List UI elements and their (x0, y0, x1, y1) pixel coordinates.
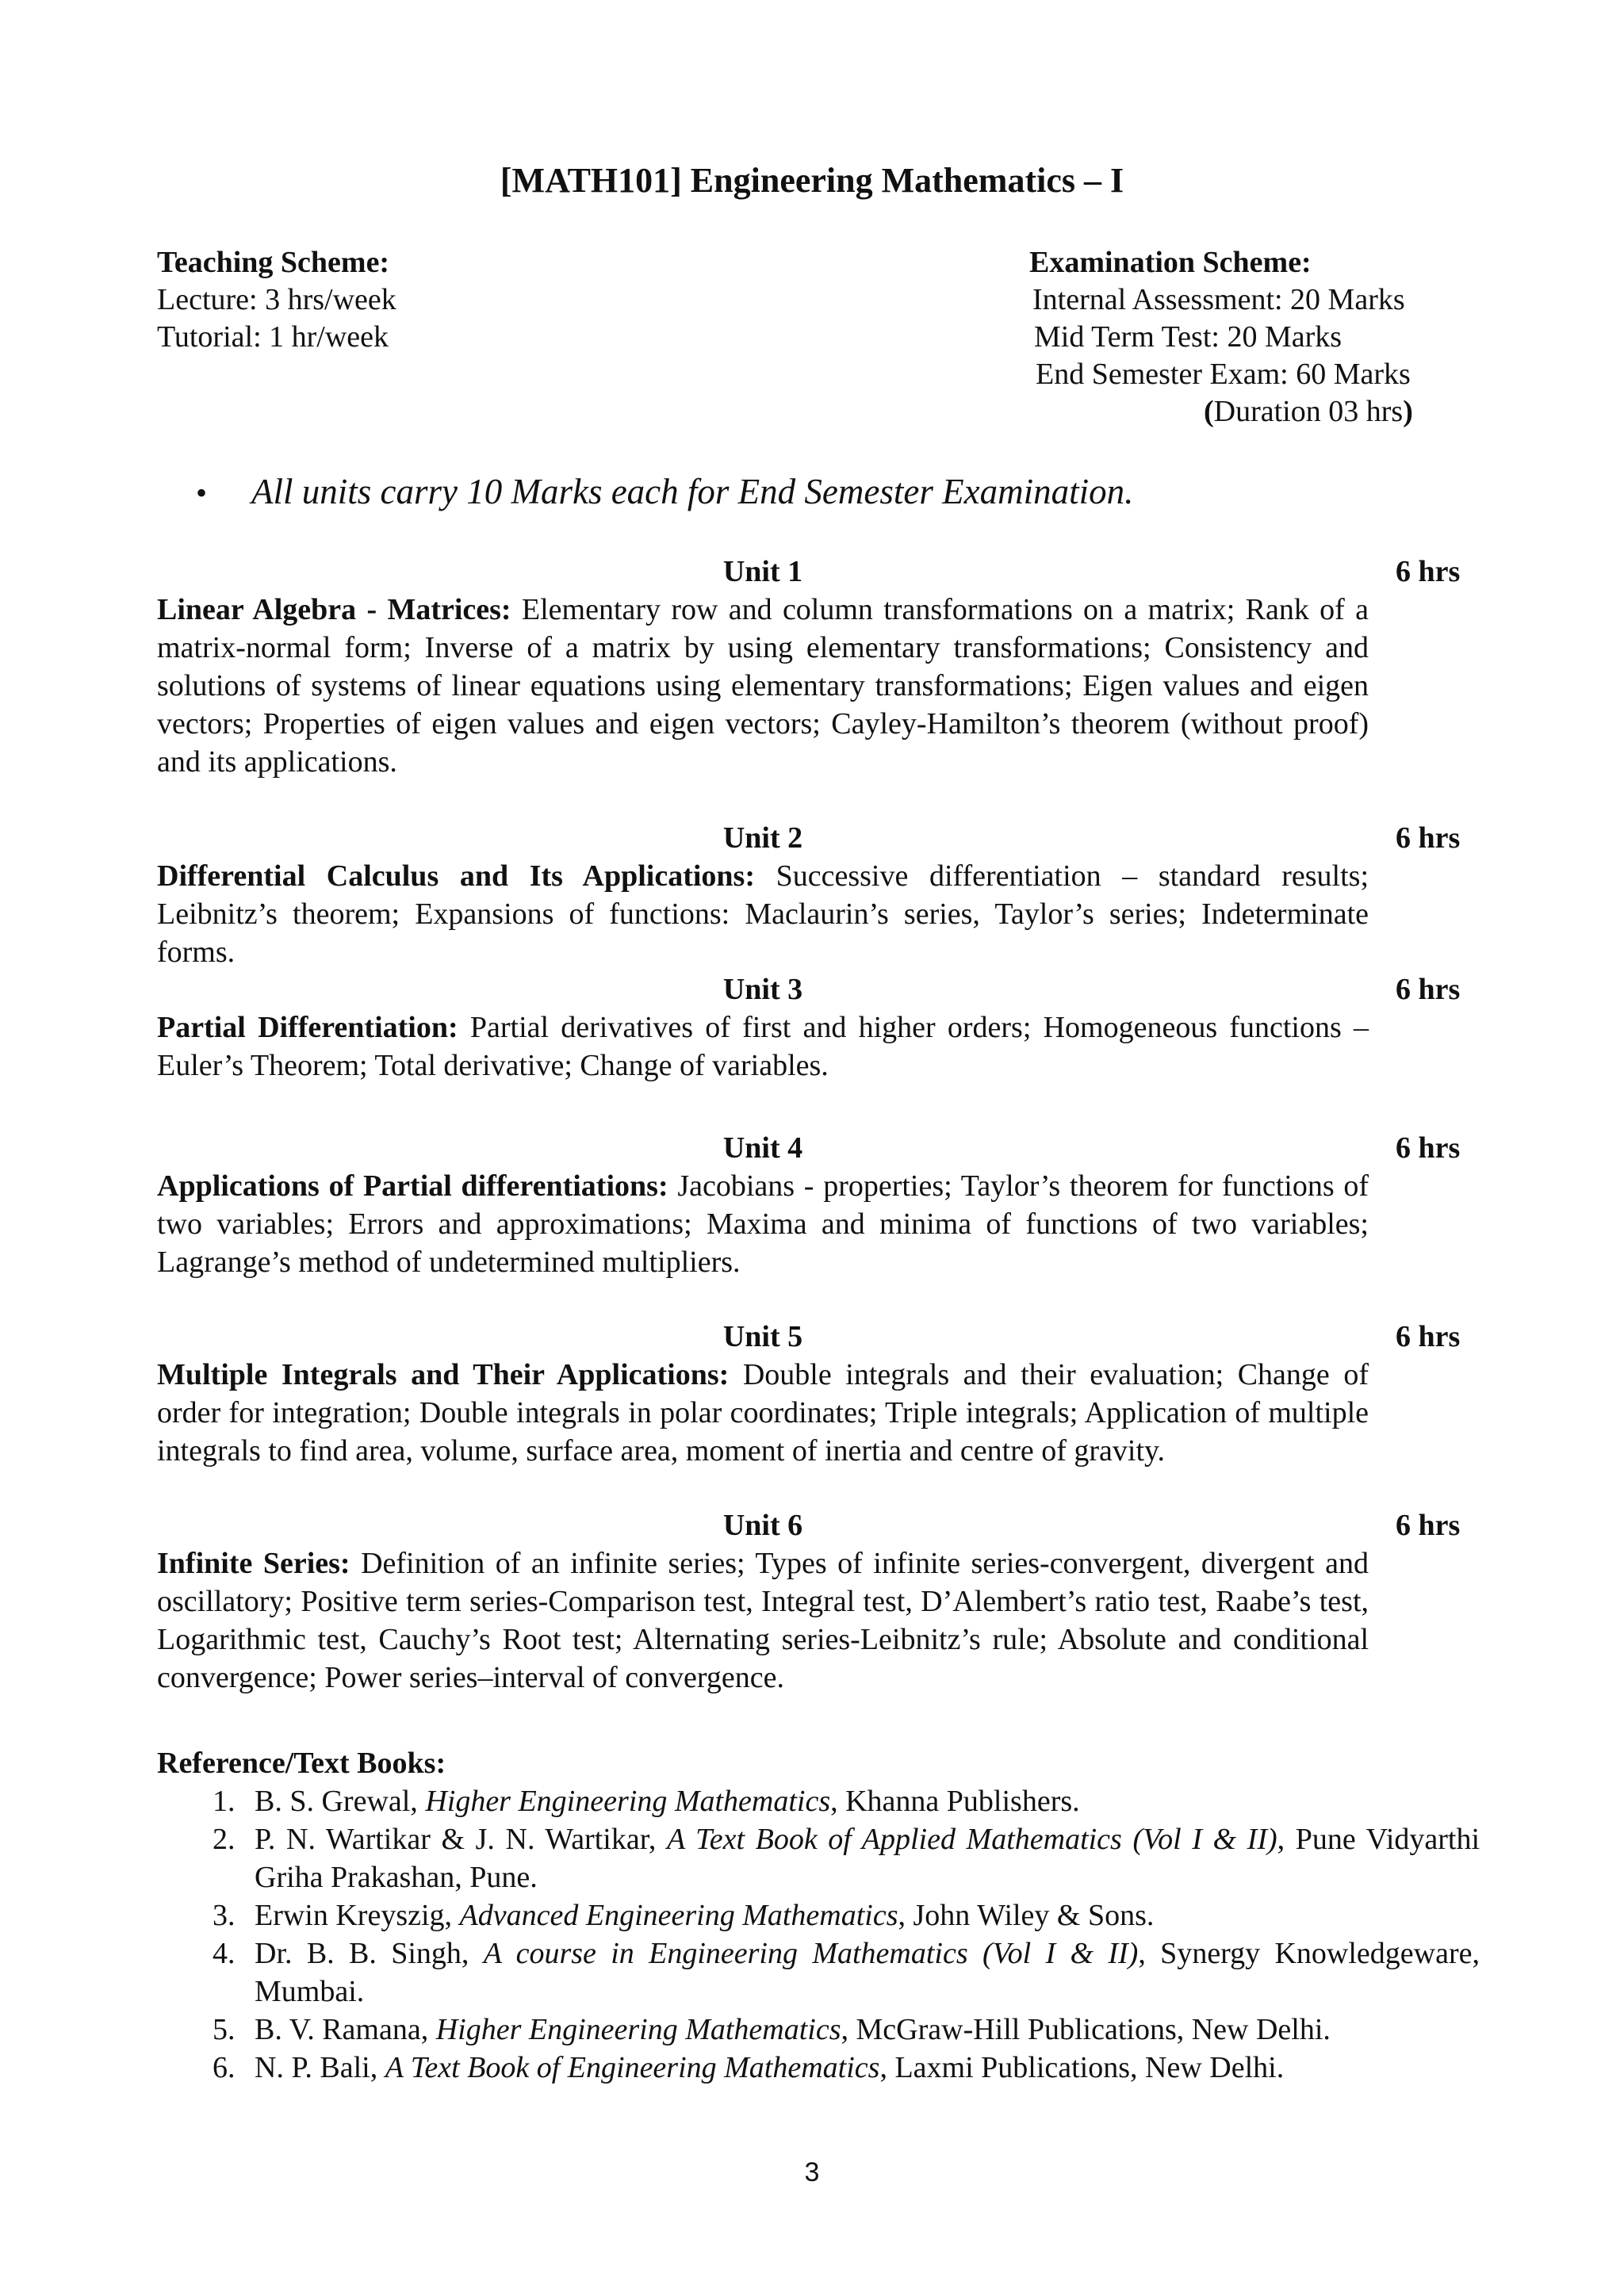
unit-description (157, 591, 1369, 781)
reference-author: Dr. B. B. Singh, (255, 1937, 484, 1970)
unit-topic-body: Jacobians - properties; Taylor’s theorem for functions of two variables; Errors and approximations; Maxima and minima of functions of two variables; Lagrange’s method of undetermined multipliers. (157, 1169, 1369, 1279)
reference-number: 4. (213, 1937, 236, 1970)
examination-scheme-heading: Examination Scheme: (1029, 246, 1312, 279)
teaching-scheme-heading: Teaching Scheme: (157, 246, 390, 279)
reference-list (213, 1782, 1480, 2087)
reference-book-title: A Text Book of Engineering Mathematics (385, 2051, 880, 2084)
reference-item (213, 1934, 1480, 2011)
tutorial-hours: Tutorial: 1 hr/week (157, 320, 389, 354)
reference-publisher: , Laxmi Publications, New Delhi. (879, 2051, 1285, 2084)
reference-number: 5. (213, 2013, 236, 2046)
page-number: 3 (804, 2157, 820, 2187)
lecture-hours: Lecture: 3 hrs/week (157, 283, 396, 316)
unit-hours: 6 hrs (1396, 973, 1461, 1006)
reference-number: 6. (213, 2051, 236, 2084)
unit-6 (157, 1506, 1461, 1697)
unit-description (157, 857, 1369, 971)
unit-topic-body: Partial derivatives of first and higher orders; Homogeneous functions – Euler’s Theorem; Total derivative; Change of variables. (157, 1011, 1369, 1082)
reference-item (213, 2011, 1480, 2049)
reference-item (213, 1782, 1480, 1820)
unit-hours: 6 hrs (1396, 1131, 1461, 1165)
unit-title: Unit 3 (722, 973, 803, 1006)
reference-item (213, 2049, 1480, 2087)
reference-publisher: , McGraw-Hill Publications, New Delhi. (841, 2013, 1331, 2046)
reference-item (213, 1820, 1480, 1896)
reference-publisher: , John Wiley & Sons. (898, 1899, 1155, 1932)
reference-publisher: , Synergy Knowledgeware, Mumbai. (255, 1937, 1480, 2008)
end-semester-exam: End Semester Exam: 60 Marks (1036, 358, 1411, 391)
unit-topic-body: Double integrals and their evaluation; Change of order for integration; Double integrals in polar coordinates; Triple integrals; Application of multiple integrals to find area, volume, surface area, moment of inertia and centre of gravity. (157, 1358, 1369, 1468)
unit-hours: 6 hrs (1396, 1320, 1461, 1353)
unit-3 (157, 970, 1461, 1085)
unit-topic-label: Linear Algebra - Matrices: (157, 593, 511, 626)
mid-term-test: Mid Term Test: 20 Marks (1034, 320, 1342, 354)
unit-hours: 6 hrs (1396, 821, 1461, 855)
reference-publisher: , Khanna Publishers. (830, 1785, 1080, 1818)
reference-publisher: , Pune Vidyarthi Griha Prakashan, Pune. (255, 1823, 1480, 1894)
duration-text: Duration 03 hrs (1213, 395, 1404, 428)
unit-description (157, 1356, 1369, 1470)
reference-number: 2. (213, 1823, 236, 1856)
unit-topic-label: Infinite Series: (157, 1547, 350, 1580)
reference-author: Erwin Kreyszig, (255, 1899, 460, 1932)
duration-close-paren: ) (1403, 395, 1413, 428)
unit-2 (157, 819, 1461, 971)
unit-title: Unit 5 (722, 1320, 803, 1353)
unit-description (157, 1167, 1369, 1281)
unit-hours: 6 hrs (1396, 1509, 1461, 1542)
unit-1 (157, 553, 1461, 781)
internal-assessment: Internal Assessment: 20 Marks (1032, 283, 1405, 316)
page-title: [MATH101] Engineering Mathematics – I (500, 161, 1124, 200)
reference-book-title: Advanced Engineering Mathematics (459, 1899, 898, 1932)
unit-topic-label: Partial Differentiation: (157, 1011, 458, 1044)
reference-number: 1. (213, 1785, 236, 1818)
reference-book-title: Higher Engineering Mathematics (425, 1785, 831, 1818)
unit-topic-label: Differential Calculus and Its Applications: (157, 859, 755, 893)
unit-title: Unit 1 (722, 555, 803, 588)
references-heading: Reference/Text Books: (157, 1747, 446, 1780)
unit-topic-body: Elementary row and column transformations on a matrix; Rank of a matrix-normal form; Inverse of a matrix by using elementary transformations; Consistency and solutions of systems of linear equations using elementary transformations; Eigen values and eigen vectors; Properties of eigen values and eigen vectors; Cayley-Hamilton’s theorem (without proof) and its applications. (157, 593, 1369, 779)
unit-description (157, 1544, 1369, 1697)
reference-item (213, 1896, 1480, 1934)
reference-book-title: A Text Book of Applied Mathematics (Vol I & II) (666, 1823, 1277, 1856)
unit-topic-body: Successive differentiation – standard results; Leibnitz’s theorem; Expansions of functions: Maclaurin’s series, Taylor’s series; Indeterminate forms. (157, 859, 1369, 969)
reference-author: P. N. Wartikar & J. N. Wartikar, (255, 1823, 667, 1856)
unit-topic-label: Applications of Partial differentiations: (157, 1169, 668, 1203)
unit-title: Unit 4 (722, 1131, 803, 1165)
reference-author: B. S. Grewal, (255, 1785, 426, 1818)
duration-open-paren: ( (1204, 395, 1214, 428)
unit-topic-body: Definition of an infinite series; Types of infinite series-convergent, divergent and oscillatory; Positive term series-Comparison test, Integral test, D’Alembert’s ratio test, Raabe’s test, Logarithmic test, Cauchy’s Root test; Alternating series-Leibnitz’s rule; Absolute and conditional convergence; Power series–interval of convergence. (157, 1547, 1369, 1694)
unit-5 (157, 1318, 1461, 1470)
exam-duration (1028, 393, 1472, 430)
unit-topic-label: Multiple Integrals and Their Applications: (157, 1358, 730, 1391)
examination-scheme (1028, 244, 1472, 430)
marks-note-text: All units carry 10 Marks each for End Semester Examination. (251, 472, 1134, 511)
reference-author: B. V. Ramana, (255, 2013, 436, 2046)
unit-4 (157, 1129, 1461, 1281)
unit-hours: 6 hrs (1396, 555, 1461, 588)
bullet-icon: • (196, 475, 208, 511)
marks-note (196, 469, 1134, 514)
reference-number: 3. (213, 1899, 236, 1932)
teaching-scheme (157, 244, 396, 356)
unit-description (157, 1008, 1369, 1085)
reference-book-title: A course in Engineering Mathematics (Vol I & II) (483, 1937, 1139, 1970)
reference-author: N. P. Bali, (255, 2051, 385, 2084)
unit-title: Unit 2 (722, 821, 803, 855)
reference-book-title: Higher Engineering Mathematics (435, 2013, 841, 2046)
unit-title: Unit 6 (722, 1509, 803, 1542)
